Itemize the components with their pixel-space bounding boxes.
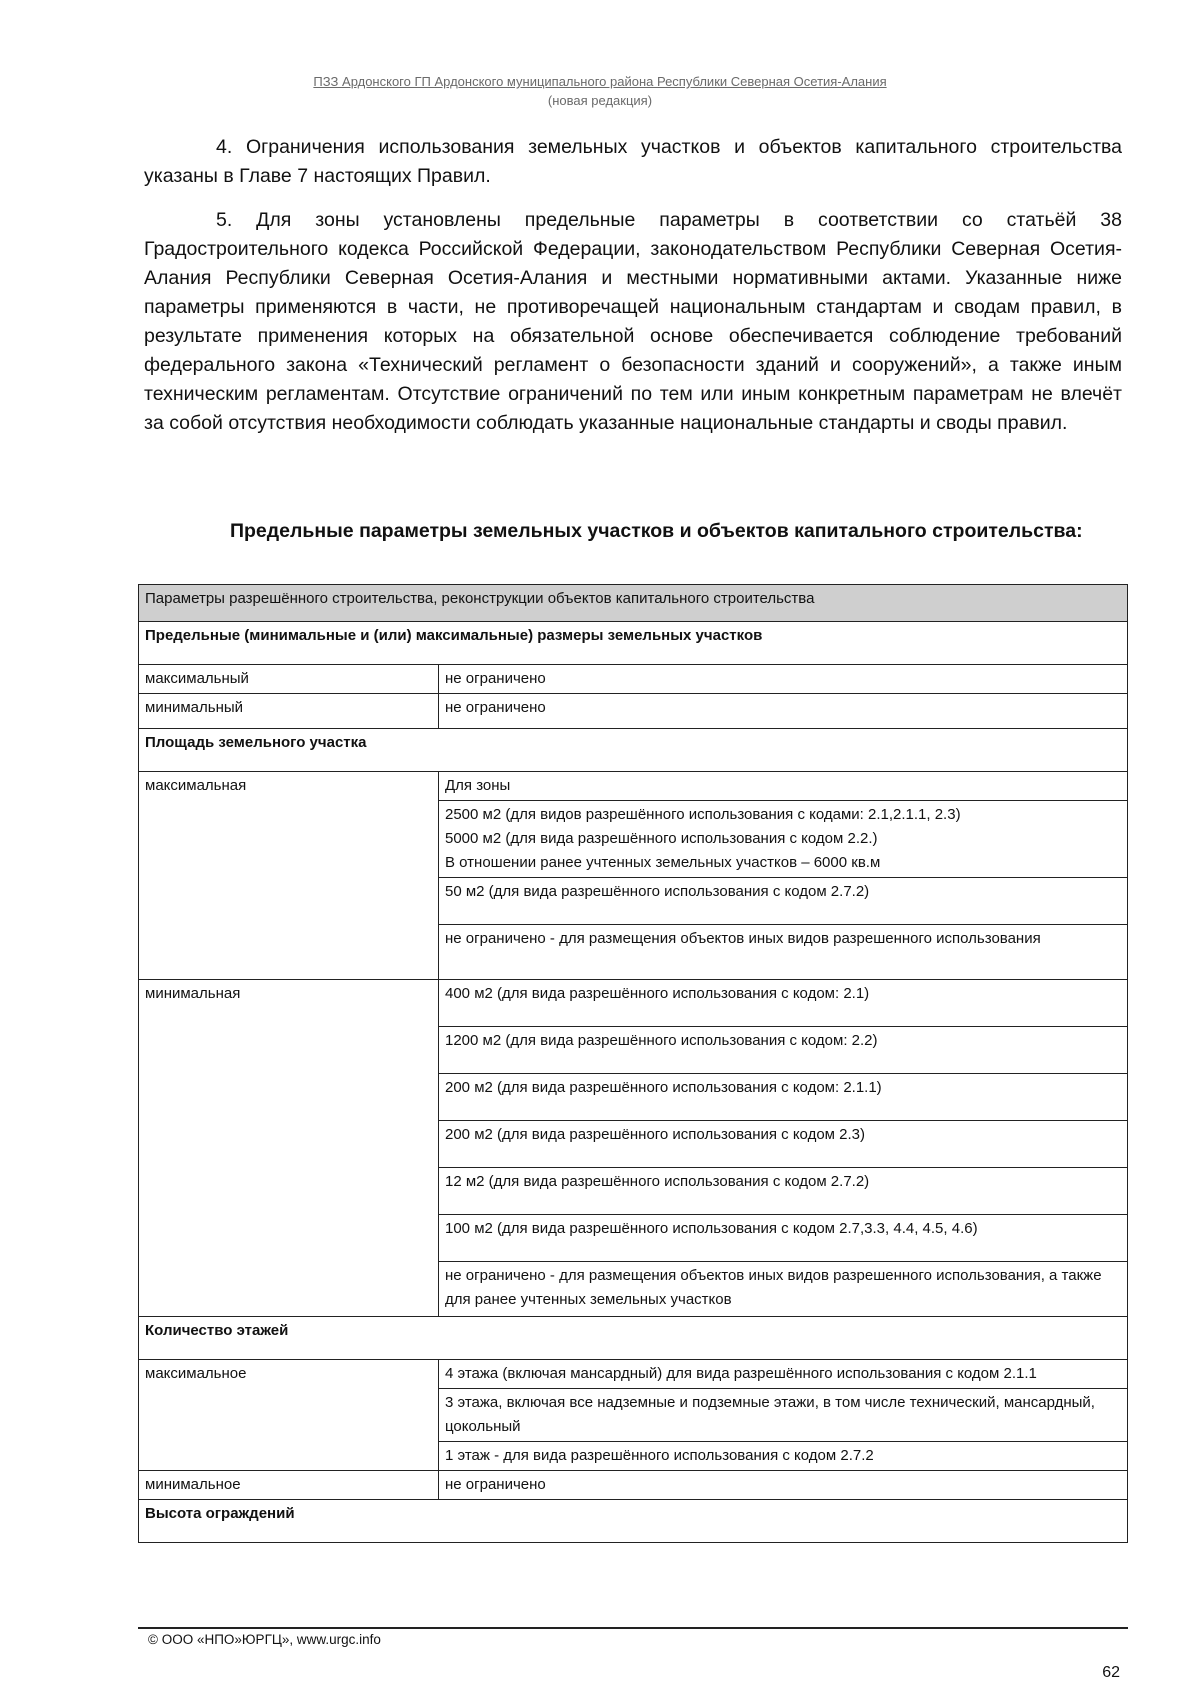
section-title-fence: Высота ограждений bbox=[139, 1500, 1128, 1543]
row-value: 1200 м2 (для вида разрешённого использования с кодом: 2.2) bbox=[439, 1027, 1128, 1074]
row-value bbox=[439, 801, 1128, 878]
row-label: минимальная bbox=[139, 980, 439, 1317]
row-value: Для зоны bbox=[439, 772, 1128, 801]
row-value: не ограничено bbox=[439, 665, 1128, 694]
row-value: 100 м2 (для вида разрешённого использования с кодом 2.7,3.3, 4.4, 4.5, 4.6) bbox=[439, 1215, 1128, 1262]
table-row bbox=[139, 1360, 1128, 1389]
value-line: В отношении ранее учтенных земельных участков – 6000 кв.м bbox=[445, 854, 881, 871]
row-value: 400 м2 (для вида разрешённого использования с кодом: 2.1) bbox=[439, 980, 1128, 1027]
row-label: максимальное bbox=[139, 1360, 439, 1471]
page-number: 62 bbox=[1102, 1664, 1120, 1681]
row-value: не ограничено bbox=[439, 1471, 1128, 1500]
row-value: 200 м2 (для вида разрешённого использования с кодом: 2.1.1) bbox=[439, 1074, 1128, 1121]
table-row bbox=[139, 585, 1128, 622]
header-subtitle: (новая редакция) bbox=[547, 93, 653, 108]
row-label: минимальный bbox=[139, 694, 439, 729]
table-row bbox=[139, 980, 1128, 1027]
table-row bbox=[139, 622, 1128, 665]
section-title-area: Площадь земельного участка bbox=[139, 729, 1128, 772]
row-value: 12 м2 (для вида разрешённого использования с кодом 2.7.2) bbox=[439, 1168, 1128, 1215]
row-value: не ограничено bbox=[439, 694, 1128, 729]
table-row bbox=[139, 694, 1128, 729]
page-header bbox=[0, 72, 1200, 110]
section-subtitle: Предельные параметры земельных участков и объектов капитального строительства: bbox=[230, 520, 1083, 542]
row-label: максимальная bbox=[139, 772, 439, 980]
parameters-table bbox=[138, 584, 1128, 1543]
row-value: не ограничено - для размещения объектов иных видов разрешенного использования bbox=[439, 925, 1128, 980]
row-value: 1 этаж - для вида разрешённого использования с кодом 2.7.2 bbox=[439, 1442, 1128, 1471]
table-row bbox=[139, 665, 1128, 694]
paragraph-4 bbox=[144, 133, 1122, 191]
section-title-sizes: Предельные (минимальные и (или) максимальные) размеры земельных участков bbox=[139, 622, 1128, 665]
footer-divider bbox=[138, 1627, 1128, 1629]
value-line: 5000 м2 (для вида разрешённого использования с кодом 2.2.) bbox=[445, 830, 878, 847]
table-row bbox=[139, 1317, 1128, 1360]
row-value: 4 этажа (включая мансардный) для вида разрешённого использования с кодом 2.1.1 bbox=[439, 1360, 1128, 1389]
row-value: не ограничено - для размещения объектов иных видов разрешенного использования, а также для ранее учтенных земельных участков bbox=[439, 1262, 1128, 1317]
table-row bbox=[139, 1500, 1128, 1543]
row-value: 200 м2 (для вида разрешённого использования с кодом 2.3) bbox=[439, 1121, 1128, 1168]
paragraph-5 bbox=[144, 206, 1122, 438]
paragraph-5-text: 5. Для зоны установлены предельные параметры в соответствии со статьёй 38 Градостроительного кодекса Российской Федерации, законодательством Республики Северная Осетия-Алания Республики Северная Осетия-Алания и местными нормативными актами. Указанные ниже параметры применяются в части, не противоречащей национальным стандартам и сводам правил, в результате применения которых на обязательной основе обеспечивается соблюдение требований федерального закона «Технический регламент о безопасности зданий и сооружений», а также иным техническим регламентам. Отсутствие ограничений по тем или иным конкретным параметрам не влечёт за собой отсутствия необходимости соблюдать указанные национальные стандарты и своды правил. bbox=[144, 209, 1122, 434]
table-row bbox=[139, 729, 1128, 772]
row-label: минимальное bbox=[139, 1471, 439, 1500]
paragraph-4-text: 4. Ограничения использования земельных участков и объектов капитального строительства указаны в Главе 7 настоящих Правил. bbox=[144, 136, 1122, 187]
footer-copyright: © ООО «НПО»ЮРГЦ», www.urgc.info bbox=[148, 1632, 381, 1647]
row-value: 3 этажа, включая все надземные и подземные этажи, в том числе технический, мансардный, цокольный bbox=[439, 1389, 1128, 1442]
section-title-floors: Количество этажей bbox=[139, 1317, 1128, 1360]
table-row bbox=[139, 1471, 1128, 1500]
table-row bbox=[139, 772, 1128, 801]
row-label: максимальный bbox=[139, 665, 439, 694]
row-value: 50 м2 (для вида разрешённого использования с кодом 2.7.2) bbox=[439, 878, 1128, 925]
header-title: ПЗЗ Ардонского ГП Ардонского муниципального района Республики Северная Осетия-Алания bbox=[313, 74, 887, 89]
table-top-header: Параметры разрешённого строительства, реконструкции объектов капитального строительства bbox=[139, 585, 1128, 622]
value-line: 2500 м2 (для видов разрешённого использования с кодами: 2.1,2.1.1, 2.3) bbox=[445, 806, 961, 823]
